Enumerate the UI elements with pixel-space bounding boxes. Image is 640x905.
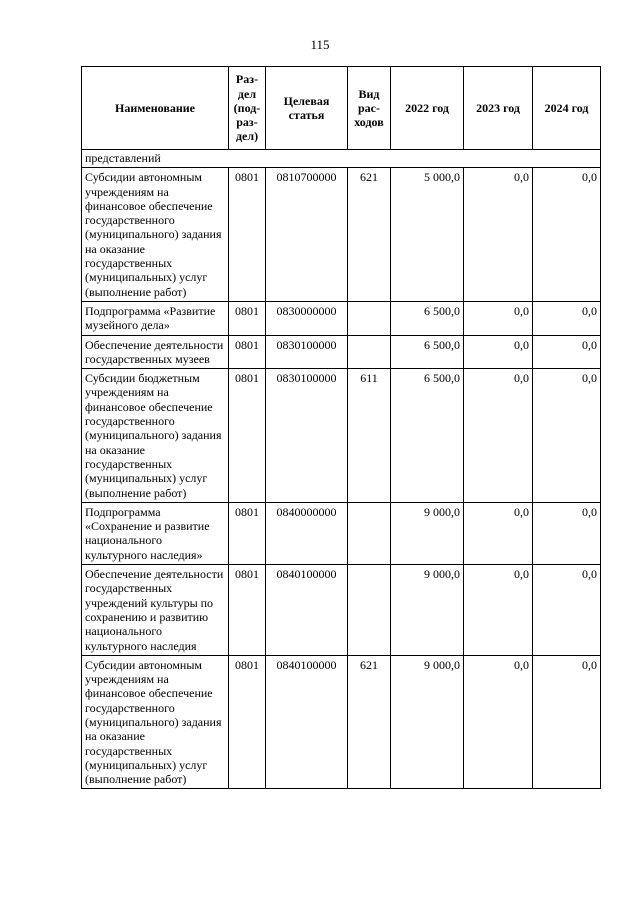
table-row — [82, 369, 601, 503]
cell-razdel: 0801 — [229, 301, 266, 335]
cell-name: Субсидии автономным учреждениям на финансовое обеспечение государственного (муниципального) задания на оказание государственных (муниципальных) услуг (выполнение работ) — [82, 655, 229, 789]
cell-2023: 0,0 — [464, 168, 533, 302]
cell-2022: 9 000,0 — [391, 655, 464, 789]
cell-name: Подпрограмма «Развитие музейного дела» — [82, 301, 229, 335]
table-row — [82, 335, 601, 369]
cell-tselevaya: 0830100000 — [266, 335, 348, 369]
continuation-row — [82, 150, 601, 168]
cell-2023: 0,0 — [464, 502, 533, 564]
cell-vid — [348, 565, 391, 656]
cell-razdel: 0801 — [229, 168, 266, 302]
table-row — [82, 655, 601, 789]
cell-2024: 0,0 — [533, 655, 601, 789]
header-tselevaya: Целевая статья — [266, 67, 348, 150]
cell-2024: 0,0 — [533, 565, 601, 656]
cell-razdel: 0801 — [229, 502, 266, 564]
table-row — [82, 565, 601, 656]
cell-2022: 6 500,0 — [391, 301, 464, 335]
cell-2023: 0,0 — [464, 301, 533, 335]
cell-2022: 5 000,0 — [391, 168, 464, 302]
cell-razdel: 0801 — [229, 565, 266, 656]
cell-2024: 0,0 — [533, 301, 601, 335]
header-razdel: Раз- дел (под- раз- дел) — [229, 67, 266, 150]
cell-razdel: 0801 — [229, 335, 266, 369]
table-row — [82, 301, 601, 335]
cell-2023: 0,0 — [464, 369, 533, 503]
cell-2023: 0,0 — [464, 565, 533, 656]
cell-2023: 0,0 — [464, 335, 533, 369]
cell-name: Подпрограмма «Сохранение и развитие национального культурного наследия» — [82, 502, 229, 564]
table-row — [82, 502, 601, 564]
cell-2022: 6 500,0 — [391, 369, 464, 503]
cell-razdel: 0801 — [229, 655, 266, 789]
header-2023: 2023 год — [464, 67, 533, 150]
cell-2022: 9 000,0 — [391, 502, 464, 564]
cell-vid: 611 — [348, 369, 391, 503]
cell-tselevaya: 0840100000 — [266, 565, 348, 656]
cell-2023: 0,0 — [464, 655, 533, 789]
cell-2024: 0,0 — [533, 502, 601, 564]
cell-name: Субсидии бюджетным учреждениям на финансовое обеспечение государственного (муниципального) задания на оказание государственных (муниципальных) услуг (выполнение работ) — [82, 369, 229, 503]
cell-vid: 621 — [348, 655, 391, 789]
cell-2022: 9 000,0 — [391, 565, 464, 656]
cell-tselevaya: 0840100000 — [266, 655, 348, 789]
cell-tselevaya: 0830000000 — [266, 301, 348, 335]
cell-tselevaya: 0840000000 — [266, 502, 348, 564]
cell-name: Обеспечение деятельности государственных музеев — [82, 335, 229, 369]
header-name: Наименование — [82, 67, 229, 150]
cell-name: Обеспечение деятельности государственных учреждений культуры по сохранению и развитию национального культурного наследия — [82, 565, 229, 656]
cell-2024: 0,0 — [533, 168, 601, 302]
page-number: 115 — [310, 37, 330, 52]
cell-tselevaya: 0830100000 — [266, 369, 348, 503]
header-row — [82, 67, 601, 150]
cell-razdel: 0801 — [229, 369, 266, 503]
cell-2024: 0,0 — [533, 369, 601, 503]
cell-tselevaya: 0810700000 — [266, 168, 348, 302]
budget-table — [81, 66, 601, 789]
table-row — [82, 168, 601, 302]
cell-vid: 621 — [348, 168, 391, 302]
cell-2024: 0,0 — [533, 335, 601, 369]
cell-vid — [348, 502, 391, 564]
header-2022: 2022 год — [391, 67, 464, 150]
cell-2022: 6 500,0 — [391, 335, 464, 369]
header-vid: Вид рас- ходов — [348, 67, 391, 150]
continuation-text: представлений — [82, 150, 229, 168]
cell-name: Субсидии автономным учреждениям на финансовое обеспечение государственного (муниципального) задания на оказание государственных (муниципальных) услуг (выполнение работ) — [82, 168, 229, 302]
header-2024: 2024 год — [533, 67, 601, 150]
cell-vid — [348, 335, 391, 369]
cell-vid — [348, 301, 391, 335]
